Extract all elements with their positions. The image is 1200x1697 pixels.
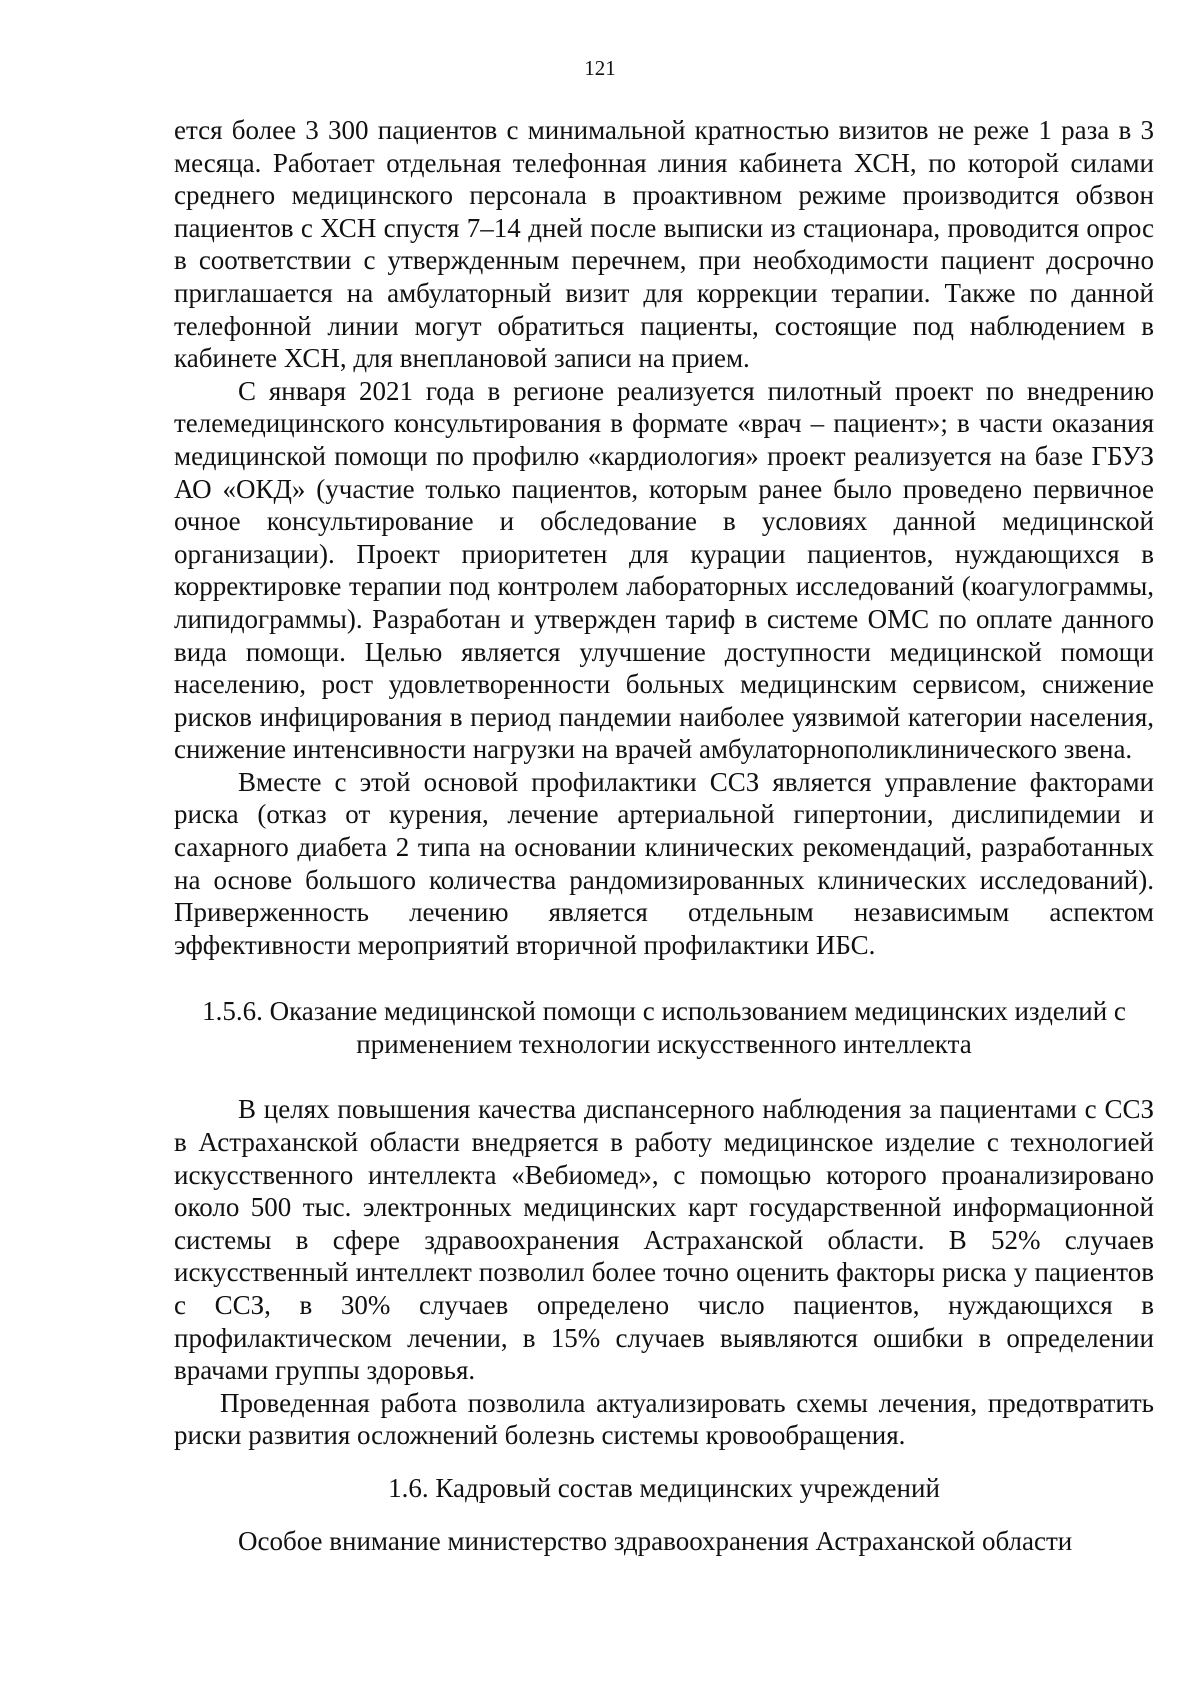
page-content <box>174 114 1154 1558</box>
section-heading-1-5-6 <box>174 995 1154 1061</box>
paragraph-work-results: Проведенная работа позволила актуализировать схемы лечения, предотвратить риски развития осложнений болезнь системы кровообращения. <box>174 1387 1154 1451</box>
spacer <box>174 1061 1154 1093</box>
spacer <box>174 1452 1154 1472</box>
spacer <box>174 1505 1154 1525</box>
page-number: 121 <box>584 56 616 80</box>
paragraph-risk-factors: Вместе с этой основой профилактики ССЗ является управление факторами риска (отказ от курения, лечение артериальной гипертонии, дислипидемии и сахарного диабета 2 типа на основании клинических рекомендаций, разработанных на основе большого количества рандомизированных клинических исследований). Приверженность лечению является отдельным независимым аспектом эффективности мероприятий вторичной профилактики ИБС. <box>174 766 1154 960</box>
paragraph-webiomed: В целях повышения качества диспансерного наблюдения за пациентами с ССЗ в Астраханской области внедряется в работу медицинское изделие с технологией искусственного интеллекта «Вебиомед», с помощью которого проанализировано около 500 тыс. электронных медицинских карт государственной информационной системы в сфере здравоохранения Астраханской области. В 52% случаев искусственный интеллект позволил более точно оценить факторы риска у пациентов с ССЗ, в 30% случаев определено число пациентов, нуждающихся в профилактическом лечении, в 15% случаев выявляются ошибки в определении врачами группы здоровья. <box>174 1094 1154 1386</box>
paragraph-telemedicine: С января 2021 года в регионе реализуется пилотный проект по внедрению телемедицинского консультирования в формате «врач – пациент»; в части оказания медицинской помощи по профилю «кардиология» проект реализуется на базе ГБУЗ АО «ОКД» (участие только пациентов, которым ранее было проведено первичное очное консультирование и обследование в условиях данной медицинской организации). Проект приоритетен для курации пациентов, нуждающихся в корректировке терапии под контролем лабораторных исследований (коагулограммы, липидограммы). Разработан и утвержден тариф в системе ОМС по оплате данного вида помощи. Целью является улучшение доступности медицинской помощи населению, рост удовлетворенности больных медицинским сервисом, снижение рисков инфицирования в период пандемии наиболее уязвимой категории населения, снижение интенсивности нагрузки на врачей амбулаторнополиклинического звена. <box>174 375 1154 765</box>
paragraph-hsn-phone-line: ется более 3 300 пациентов с минимальной кратностью визитов не реже 1 раза в 3 месяца. Работает отдельная телефонная линия кабинета ХСН, по которой силами среднего медицинского персонала в проактивном режиме производится обзвон пациентов с ХСН спустя 7–14 дней после выписки из стационара, проводится опрос в соответствии с утвержденным перечнем, при необходимости пациент досрочно приглашается на амбулаторный визит для коррекции терапии. Также по данной телефонной линии могут обратиться пациенты, состоящие под наблюдением в кабинете ХСН, для внеплановой записи на прием. <box>174 115 1154 374</box>
section-heading-1-5-6-line1: 1.5.6. Оказание медицинской помощи с использованием медицинских изделий с <box>202 996 1126 1027</box>
section-heading-1-6: 1.6. Кадровый состав медицинских учреждений <box>388 1472 940 1503</box>
paragraph-ministry-attention: Особое внимание министерство здравоохранения Астраханской области <box>238 1525 1073 1556</box>
spacer <box>174 961 1154 995</box>
section-heading-1-5-6-line2: применением технологии искусственного интеллекта <box>356 1029 972 1060</box>
